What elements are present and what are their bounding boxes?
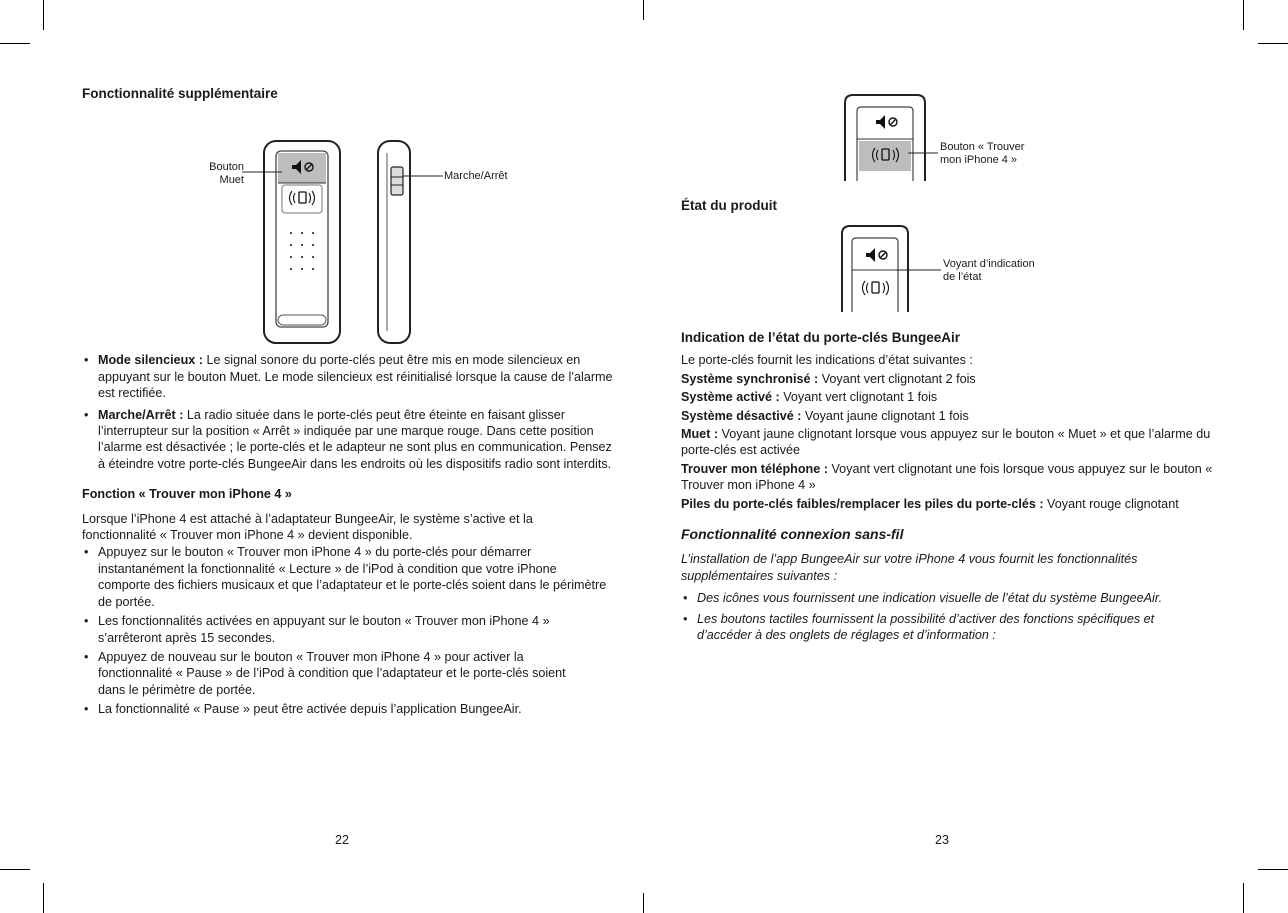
state-row: Système activé : Voyant vert clignotant 1 fois [681, 390, 938, 405]
state-row: Muet : Voyant jaune clignotant lorsque vous appuyez sur le bouton « Muet » et que l’alarme du porte-clés est activée [681, 427, 1211, 458]
item-term: Mode silencieux : [98, 353, 203, 368]
list-item: • Appuyez sur le bouton « Trouver mon iPhone 4 » du porte-clés pour démarrer instantanément la fonctionnalité « Lecture » de l’iPod à condition que votre iPhone comporte des fichiers musicaux et que l’adaptateur et le porte-clés soient dans le périmètre de portée. [82, 544, 607, 610]
item-text: La radio située dans le porte-clés peut être éteinte en faisant glisser l’interrupteur sur la position « Arrêt » indiquée par une marque rouge. Dans cette position l’alarme est désactivée ; le porte-clés et le adapteur ne sont plus en communication. Pensez à éteindre votre porte-clés BungeeAir dans les endroits où les dispositifs radio sont interdits. [98, 407, 612, 471]
wireless-heading: Fonctionnalité connexion sans-fil [681, 526, 904, 543]
indication-heading: Indication de l’état du porte-clés BungeeAir [681, 330, 961, 345]
wireless-intro: L’installation de l’app BungeeAir sur votre iPhone 4 vous fournit les fonctionnalités supplémentaires suivantes : [681, 552, 1138, 583]
state-row: Piles du porte-clés faibles/remplacer les piles du porte-clés : Voyant rouge clignotant [681, 496, 1179, 511]
subheading: Fonction « Trouver mon iPhone 4 » [82, 487, 292, 502]
state-row: Système synchronisé : Voyant vert clignotant 2 fois [681, 371, 976, 386]
find-button-label: Bouton « Trouver mon iPhone 4 » [940, 141, 1025, 166]
power-label: Marche/Arrêt [444, 170, 508, 183]
state-row: Système désactivé : Voyant jaune clignotant 1 fois [681, 408, 969, 423]
led-leader-line [895, 267, 941, 273]
led-label: Voyant d’indication de l’état [943, 258, 1035, 283]
list-item: • Des icônes vous fournissent une indication visuelle de l’état du système BungeeAir. [681, 590, 1186, 606]
section-heading: Fonctionnalité supplémentaire [82, 86, 278, 101]
list-item: • Les fonctionnalités activées en appuyant sur le bouton « Trouver mon iPhone 4 » s’arrêteront après 15 secondes. [82, 613, 598, 646]
page-number-right: 23 [935, 833, 950, 847]
page-number-left: 22 [335, 833, 350, 847]
wireless-list [681, 590, 1186, 643]
state-section [681, 330, 1221, 644]
keyfob-find-button-drawing [843, 93, 927, 181]
state-row: Trouver mon téléphone : Voyant vert clignotant une fois lorsque vous appuyez sur le bouton « Trouver mon iPhone 4 » [681, 461, 1213, 493]
find-leader-line [908, 150, 938, 156]
mute-label: Bouton Muet [209, 161, 244, 187]
list-item: • La fonctionnalité « Pause » peut être activée depuis l’application BungeeAir. [82, 701, 607, 717]
intro-paragraph: Lorsque l’iPhone 4 est attaché à l’adaptateur BungeeAir, le système s’active et la fonctionnalité « Trouver mon iPhone 4 » devient disponible. [82, 511, 533, 543]
item-term: Marche/Arrêt : [98, 407, 184, 422]
item-text: Le signal sonore du porte-clés peut être mis en mode silencieux en appuyant sur le bouton Muet. Le mode silencieux est réinitialisé lorsque la cause de l’alarme est rectifiée. [98, 353, 613, 401]
list-item: • Les boutons tactiles fournissent la possibilité d’activer des fonctions spécifiques et d’accéder à des onglets de réglages et d’information : [681, 611, 1186, 644]
indication-intro: Le porte-clés fournit les indications d’état suivantes : [681, 353, 973, 368]
list-item: • Appuyez de nouveau sur le bouton « Trouver mon iPhone 4 » pour activer la fonctionnalité « Pause » de l’iPod à condition que l’adaptateur et le porte-clés soient dans le périmètre de portée. [82, 649, 578, 698]
state-heading: État du produit [681, 198, 777, 213]
